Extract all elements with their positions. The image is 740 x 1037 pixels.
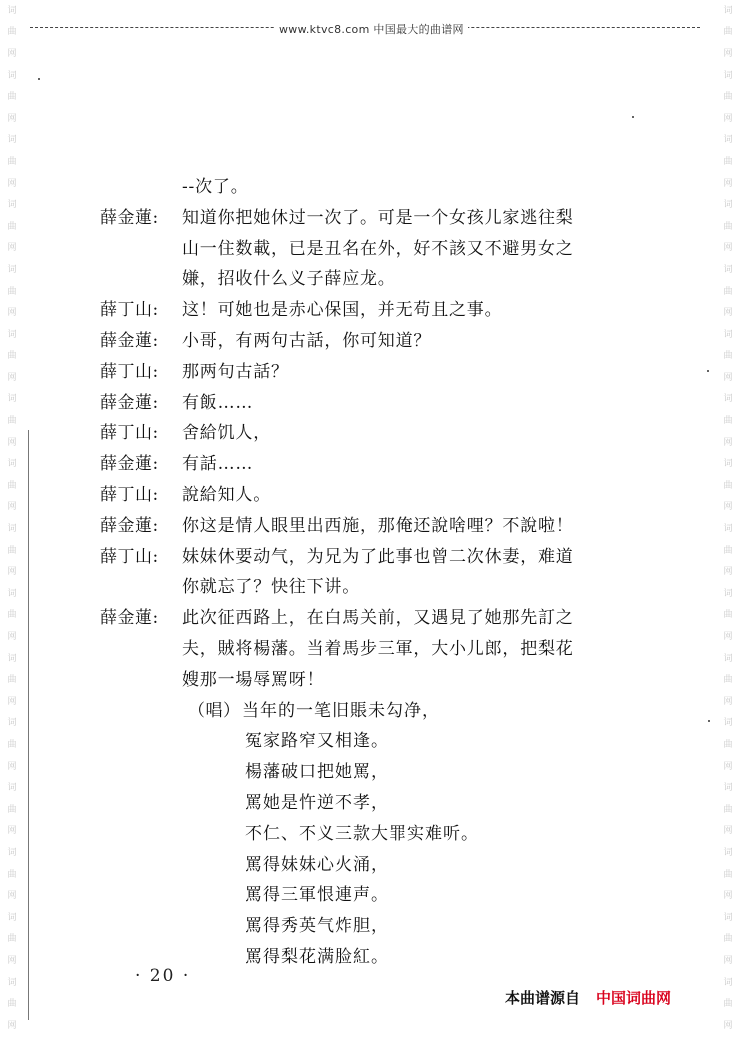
watermark-char: 曲: [7, 804, 17, 815]
watermark-char: 词: [7, 264, 17, 275]
watermark-char: 曲: [7, 480, 17, 491]
dialogue-line: [100, 295, 660, 326]
watermark-char: 网: [7, 826, 17, 837]
dialogue-text: 那两句古話？: [182, 361, 289, 382]
watermark-char: 网: [7, 243, 17, 254]
watermark-char: 网: [723, 243, 733, 254]
watermark-char: 网: [723, 696, 733, 707]
source-site[interactable]: 中国词曲网: [596, 989, 672, 1007]
speaker-name: 薛金蓮:: [100, 392, 159, 413]
watermark-char: 曲: [723, 610, 733, 621]
dialogue-line: [100, 449, 660, 480]
watermark-char: 网: [7, 372, 17, 383]
watermark-char: 网: [723, 761, 733, 772]
dialogue-text: 有話……: [182, 454, 254, 475]
watermark-char: 词: [7, 329, 17, 340]
watermark-char: 词: [7, 459, 17, 470]
watermark-char: 网: [7, 502, 17, 513]
verse-text: 罵得妹妹心火涌，: [245, 854, 389, 875]
dialogue-line: [100, 326, 660, 357]
scan-speck: [708, 720, 710, 722]
speaker-name: 薛金蓮:: [100, 330, 159, 351]
watermark-char: 词: [7, 70, 17, 81]
speaker-name: 薛丁山:: [100, 484, 159, 505]
dialogue-text: 夫，賊将楊藩。当着馬步三軍，大小儿郎，把梨花: [182, 638, 574, 659]
watermark-char: 网: [7, 437, 17, 448]
dialogue-text: 舍給饥人，: [182, 423, 271, 444]
watermark-char: 网: [7, 48, 17, 59]
watermark-char: 曲: [7, 156, 17, 167]
watermark-char: 词: [7, 524, 17, 535]
source-credit: [505, 987, 671, 1008]
watermark-char: 曲: [723, 675, 733, 686]
watermark-char: 曲: [723, 999, 733, 1010]
watermark-char: 曲: [723, 739, 733, 750]
sung-line: [100, 757, 660, 788]
speaker-name: 薛丁山:: [100, 423, 159, 444]
watermark-char: 网: [723, 178, 733, 189]
watermark-char: 网: [7, 632, 17, 643]
watermark-char: 曲: [7, 869, 17, 880]
watermark-char: 词: [723, 524, 733, 535]
dialogue-line: [100, 234, 660, 265]
watermark-char: 曲: [723, 351, 733, 362]
verse-text: 冤家路窄又相逢。: [245, 731, 389, 752]
watermark-char: 词: [723, 847, 733, 858]
verse-text: 不仁、不义三款大罪实难听。: [245, 823, 479, 844]
watermark-char: 曲: [723, 869, 733, 880]
verse-text: 当年的一笔旧賬未勾净，: [242, 700, 440, 721]
dialogue-line: [100, 172, 660, 203]
watermark-char: 网: [7, 955, 17, 966]
script-body: [100, 172, 660, 973]
watermark-char: 曲: [723, 416, 733, 427]
watermark-char: 曲: [723, 221, 733, 232]
scan-speck: [707, 370, 709, 372]
watermark-char: 曲: [7, 999, 17, 1010]
watermark-char: 曲: [7, 286, 17, 297]
dialogue-line: [100, 634, 660, 665]
watermark-char: 曲: [7, 221, 17, 232]
sing-label: （唱）: [188, 700, 241, 721]
watermark-char: 曲: [7, 545, 17, 556]
watermark-char: 网: [7, 761, 17, 772]
sung-line: [100, 696, 660, 727]
dialogue-line: [100, 572, 660, 603]
dialogue-text: 你就忘了？快往下讲。: [182, 577, 360, 598]
speaker-name: 薛丁山:: [100, 361, 159, 382]
watermark-char: 词: [723, 394, 733, 405]
watermark-char: 网: [7, 308, 17, 319]
dialogue-line: [100, 603, 660, 634]
header-site-text: www.ktvc8.com 中国最大的曲谱网: [275, 21, 468, 37]
verse-text: 罵得三軍恨連声。: [245, 885, 389, 906]
watermark-char: 曲: [723, 545, 733, 556]
watermark-char: 网: [7, 1020, 17, 1031]
watermark-char: 网: [7, 567, 17, 578]
verse-text: 罵她是忤逆不孝，: [245, 792, 389, 813]
dialogue-line: [100, 480, 660, 511]
dialogue-text: 山一住数載，已是丑名在外，好不該又不避男女之: [182, 238, 574, 259]
dialogue-text: 知道你把她休过一次了。可是一个女孩儿家逃往梨: [182, 207, 574, 228]
dialogue-line: [100, 511, 660, 542]
sung-line: [100, 819, 660, 850]
dialogue-text: 嫂那一場辱罵呀！: [182, 669, 325, 690]
speaker-name: 薛金蓮:: [100, 608, 159, 629]
watermark-char: 词: [7, 912, 17, 923]
dialogue-text: 小哥，有两句古話，你可知道？: [182, 330, 432, 351]
watermark-char: 曲: [723, 804, 733, 815]
watermark-char: 网: [723, 632, 733, 643]
watermark-char: 网: [723, 308, 733, 319]
watermark-char: 曲: [7, 739, 17, 750]
source-label: 本曲谱源自: [505, 989, 581, 1007]
watermark-char: 网: [723, 826, 733, 837]
watermark-char: 曲: [7, 27, 17, 38]
scan-speck: [632, 116, 634, 118]
watermark-char: 词: [723, 977, 733, 988]
watermark-char: 词: [723, 70, 733, 81]
watermark-char: 曲: [7, 92, 17, 103]
watermark-char: 网: [7, 178, 17, 189]
watermark-char: 曲: [723, 286, 733, 297]
watermark-char: 词: [723, 459, 733, 470]
watermark-char: 词: [723, 653, 733, 664]
watermark-char: 网: [723, 1020, 733, 1031]
dialogue-text: 嫌，招收什么义子薛应龙。: [182, 269, 396, 290]
sung-line: [100, 726, 660, 757]
dialogue-line: [100, 418, 660, 449]
dialogue-line: [100, 665, 660, 696]
watermark-char: 词: [7, 200, 17, 211]
watermark-char: 词: [7, 783, 17, 794]
watermark-char: 网: [723, 891, 733, 902]
dialogue-text: --次了。: [182, 177, 249, 197]
watermark-char: 网: [723, 567, 733, 578]
watermark-char: 词: [7, 653, 17, 664]
watermark-char: 曲: [7, 351, 17, 362]
watermark-char: 网: [7, 696, 17, 707]
watermark-char: 网: [723, 502, 733, 513]
watermark-char: 网: [7, 113, 17, 124]
verse-text: 罵得秀英气炸胆，: [245, 916, 389, 937]
dialogue-line: [100, 357, 660, 388]
sung-line: [100, 850, 660, 881]
dialogue-text: 你这是情人眼里出西施，那俺还說啥哩？不說啦！: [182, 515, 574, 536]
right-watermark-strip: [716, 0, 740, 1037]
watermark-char: 词: [7, 394, 17, 405]
dialogue-text: 妹妹休要动气，为兄为了此事也曾二次休妻，难道: [182, 546, 574, 567]
watermark-char: 词: [723, 588, 733, 599]
sung-line: [100, 911, 660, 942]
watermark-char: 曲: [7, 675, 17, 686]
watermark-char: 曲: [7, 610, 17, 621]
speaker-name: 薛丁山:: [100, 546, 159, 567]
watermark-char: 曲: [723, 27, 733, 38]
dialogue-text: 說給知人。: [182, 484, 271, 505]
watermark-char: 词: [7, 588, 17, 599]
watermark-char: 曲: [7, 934, 17, 945]
watermark-char: 词: [7, 847, 17, 858]
watermark-char: 曲: [7, 416, 17, 427]
speaker-name: 薛金蓮:: [100, 515, 159, 536]
verse-text: 楊藩破口把她罵，: [245, 762, 389, 783]
watermark-char: 词: [723, 135, 733, 146]
watermark-char: 词: [7, 718, 17, 729]
watermark-char: 词: [723, 329, 733, 340]
watermark-char: 词: [7, 977, 17, 988]
watermark-char: 网: [7, 891, 17, 902]
watermark-char: 词: [723, 718, 733, 729]
speaker-name: 薛丁山:: [100, 300, 159, 321]
watermark-char: 词: [7, 135, 17, 146]
scan-speck: [38, 78, 40, 80]
dialogue-line: [100, 203, 660, 234]
verse-text: 罵得梨花满脸紅。: [245, 946, 389, 967]
watermark-char: 词: [7, 5, 17, 16]
dialogue-text: 有飯……: [182, 392, 254, 413]
sung-line: [100, 788, 660, 819]
watermark-char: 曲: [723, 156, 733, 167]
binding-rule: [28, 430, 29, 1020]
page-number: · 20 ·: [135, 966, 191, 986]
sung-line: [100, 880, 660, 911]
dialogue-text: 这！可她也是赤心保国，并无苟且之事。: [182, 300, 503, 321]
speaker-name: 薛金蓮:: [100, 454, 159, 475]
watermark-char: 词: [723, 912, 733, 923]
watermark-char: 词: [723, 200, 733, 211]
watermark-char: 曲: [723, 480, 733, 491]
watermark-char: 网: [723, 113, 733, 124]
dialogue-line: [100, 542, 660, 573]
watermark-char: 网: [723, 437, 733, 448]
watermark-char: 词: [723, 264, 733, 275]
watermark-char: 网: [723, 372, 733, 383]
left-watermark-strip: [0, 0, 24, 1037]
watermark-char: 词: [723, 5, 733, 16]
watermark-char: 网: [723, 955, 733, 966]
speaker-name: 薛金蓮:: [100, 207, 159, 228]
dialogue-line: [100, 264, 660, 295]
watermark-char: 词: [723, 783, 733, 794]
watermark-char: 曲: [723, 92, 733, 103]
dialogue-line: [100, 388, 660, 419]
dialogue-text: 此次征西路上，在白馬关前，又遇見了她那先訂之: [182, 608, 574, 629]
watermark-char: 网: [723, 48, 733, 59]
watermark-char: 曲: [723, 934, 733, 945]
